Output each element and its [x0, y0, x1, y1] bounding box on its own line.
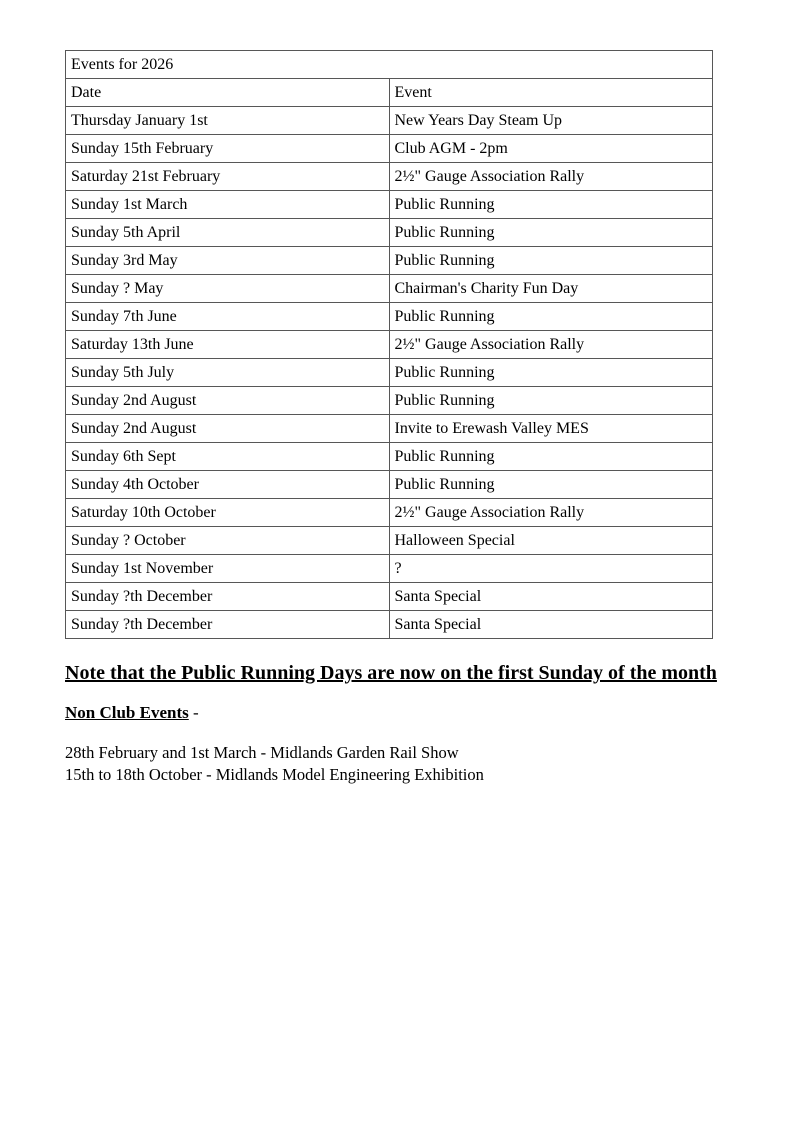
date-cell: Sunday 4th October	[66, 471, 390, 499]
table-title-row	[66, 51, 713, 79]
table-title: Events for 2026	[66, 51, 713, 79]
event-cell: Public Running	[389, 443, 713, 471]
event-cell: Public Running	[389, 247, 713, 275]
table-row	[66, 443, 713, 471]
table-row	[66, 611, 713, 639]
date-cell: Sunday ? May	[66, 275, 390, 303]
non-club-events-line	[65, 702, 733, 724]
date-cell: Sunday 1st November	[66, 555, 390, 583]
table-row	[66, 107, 713, 135]
table-row	[66, 387, 713, 415]
table-row	[66, 163, 713, 191]
date-cell: Saturday 13th June	[66, 331, 390, 359]
date-cell: Sunday 5th July	[66, 359, 390, 387]
date-cell: Sunday 2nd August	[66, 415, 390, 443]
event-cell: New Years Day Steam Up	[389, 107, 713, 135]
event-cell: Public Running	[389, 471, 713, 499]
event-cell: Public Running	[389, 387, 713, 415]
date-cell: Saturday 21st February	[66, 163, 390, 191]
date-cell: Sunday 1st March	[66, 191, 390, 219]
event-cell: 2½" Gauge Association Rally	[389, 499, 713, 527]
event-cell: Halloween Special	[389, 527, 713, 555]
event-cell: Public Running	[389, 359, 713, 387]
date-cell: Sunday 15th February	[66, 135, 390, 163]
table-row	[66, 247, 713, 275]
table-row	[66, 359, 713, 387]
date-cell: Sunday 3rd May	[66, 247, 390, 275]
date-cell: Saturday 10th October	[66, 499, 390, 527]
non-club-event-item: 28th February and 1st March - Midlands Garden Rail Show	[65, 743, 459, 762]
table-row	[66, 331, 713, 359]
non-club-events-heading: Non Club Events	[65, 703, 189, 722]
date-cell: Thursday January 1st	[66, 107, 390, 135]
table-row	[66, 415, 713, 443]
event-cell: Public Running	[389, 191, 713, 219]
page-content	[65, 50, 733, 786]
event-cell: 2½" Gauge Association Rally	[389, 163, 713, 191]
event-cell: Invite to Erewash Valley MES	[389, 415, 713, 443]
column-header-event: Event	[389, 79, 713, 107]
table-header-row	[66, 79, 713, 107]
non-club-events-separator: -	[188, 703, 199, 722]
event-cell: ?	[389, 555, 713, 583]
table-row	[66, 555, 713, 583]
table-row	[66, 583, 713, 611]
date-cell: Sunday ?th December	[66, 583, 390, 611]
date-cell: Sunday 5th April	[66, 219, 390, 247]
table-row	[66, 135, 713, 163]
events-table	[65, 50, 713, 639]
table-row	[66, 275, 713, 303]
date-cell: Sunday ?th December	[66, 611, 390, 639]
table-row	[66, 499, 713, 527]
table-row	[66, 303, 713, 331]
event-cell: 2½" Gauge Association Rally	[389, 331, 713, 359]
event-cell: Santa Special	[389, 611, 713, 639]
event-cell: Public Running	[389, 219, 713, 247]
event-cell: Public Running	[389, 303, 713, 331]
non-club-event-item: 15th to 18th October - Midlands Model Engineering Exhibition	[65, 765, 484, 784]
event-cell: Santa Special	[389, 583, 713, 611]
column-header-date: Date	[66, 79, 390, 107]
date-cell: Sunday ? October	[66, 527, 390, 555]
event-cell: Chairman's Charity Fun Day	[389, 275, 713, 303]
table-row	[66, 471, 713, 499]
public-running-note: Note that the Public Running Days are now on the first Sunday of the month	[65, 662, 717, 684]
non-club-events-list	[65, 742, 733, 786]
date-cell: Sunday 7th June	[66, 303, 390, 331]
date-cell: Sunday 6th Sept	[66, 443, 390, 471]
table-row	[66, 219, 713, 247]
date-cell: Sunday 2nd August	[66, 387, 390, 415]
table-row	[66, 191, 713, 219]
table-row	[66, 527, 713, 555]
event-cell: Club AGM - 2pm	[389, 135, 713, 163]
